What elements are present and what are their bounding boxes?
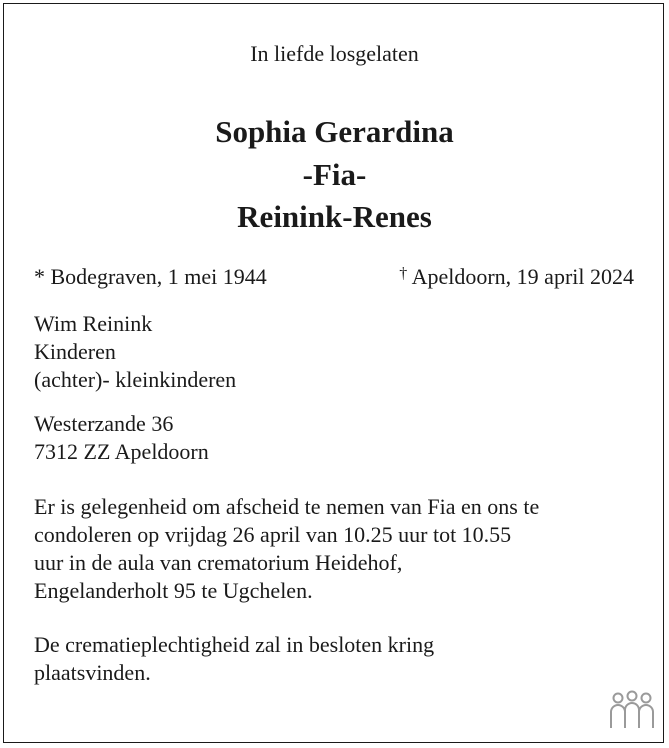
deceased-first-names: Sophia Gerardina (215, 114, 454, 149)
birth-symbol: * (34, 264, 45, 289)
deceased-nickname: -Fia- (302, 157, 367, 192)
paragraph-line: De crematieplechtigheid zal in besloten kring (34, 632, 435, 657)
family-line: Kinderen (34, 339, 116, 364)
family-line: Wim Reinink (34, 311, 153, 336)
intro-text: In liefde losgelaten (250, 41, 419, 66)
paragraph-line: plaatsvinden. (34, 660, 151, 685)
death-info (399, 263, 634, 294)
death-symbol: † (399, 265, 408, 282)
address-block (34, 410, 209, 466)
death-text: Apeldoorn, 19 april 2024 (411, 264, 634, 289)
ceremony-paragraph (34, 631, 434, 687)
paragraph-line: Engelanderholt 95 te Ugchelen. (34, 578, 313, 603)
family-line: (achter)- kleinkinderen (34, 367, 237, 392)
address-city: 7312 ZZ Apeldoorn (34, 439, 209, 464)
deceased-surname: Reinink-Renes (237, 199, 432, 234)
family-list (34, 310, 236, 394)
condolence-paragraph (34, 493, 539, 605)
people-group-icon (608, 690, 656, 730)
birth-text: Bodegraven, 1 mei 1944 (50, 264, 267, 289)
paragraph-line: condoleren op vrijdag 26 april van 10.25 uur tot 10.55 (34, 522, 512, 547)
paragraph-line: Er is gelegenheid om afscheid te nemen van Fia en ons te (34, 494, 540, 519)
paragraph-line: uur in de aula van crematorium Heidehof, (34, 550, 403, 575)
address-street: Westerzande 36 (34, 411, 174, 436)
birth-info (34, 263, 267, 291)
